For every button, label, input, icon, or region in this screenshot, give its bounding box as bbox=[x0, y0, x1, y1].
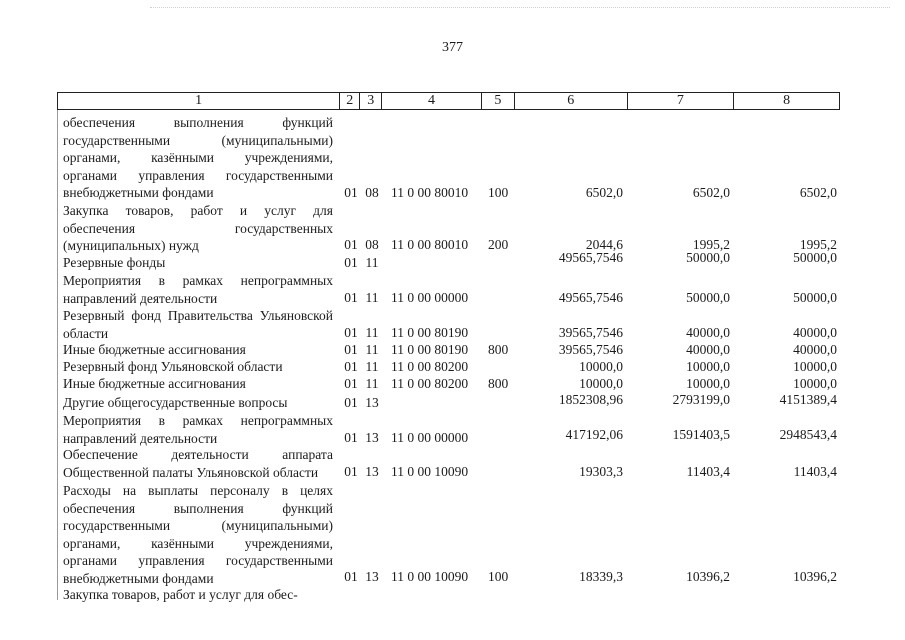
cell-amount-7: 6502,0 bbox=[692, 185, 730, 200]
cell-subsection: 13 bbox=[365, 395, 379, 410]
cell-amount-6: 2044,6 bbox=[585, 237, 623, 252]
cell-section: 01 bbox=[344, 430, 358, 445]
cell-target-code: 11 0 00 80190 bbox=[391, 325, 469, 340]
row-description: Резервный фонд Ульяновской области bbox=[63, 359, 283, 374]
cell-amount-6: 49565,7546 bbox=[558, 290, 623, 305]
cell-amount-8: 2948543,4 bbox=[779, 427, 837, 442]
cell-amount-8: 40000,0 bbox=[793, 325, 837, 340]
row-description: Закупка товаров, работ и услуг для обеспечения государственных (муниципальных) нужд bbox=[63, 203, 333, 253]
cell-amount-8: 10000,0 bbox=[793, 376, 837, 391]
cell-amount-6: 6502,0 bbox=[585, 185, 623, 200]
cell-section: 01 bbox=[344, 237, 358, 252]
scan-artifact-line bbox=[150, 7, 890, 9]
cell-target-code: 11 0 00 80200 bbox=[391, 359, 469, 374]
cell-section: 01 bbox=[344, 359, 358, 374]
cell-section: 01 bbox=[344, 255, 358, 270]
cell-amount-7: 40000,0 bbox=[686, 342, 730, 357]
header-col-8: 8 bbox=[783, 93, 791, 108]
cell-amount-8: 10000,0 bbox=[793, 359, 837, 374]
row-description: Другие общегосударственные вопросы bbox=[63, 395, 288, 410]
table-header-row bbox=[57, 92, 840, 110]
header-col-4: 4 bbox=[382, 93, 482, 109]
cell-amount-6: 49565,7546 bbox=[558, 250, 623, 265]
cell-expense-type: 200 bbox=[488, 237, 509, 252]
row-description: Расходы на выплаты персоналу в целях обеспечения выполнения функций государственными (муниципальными) органами, казёнными учреждениями, органами управления государственными внебюджетными фондами bbox=[63, 483, 333, 586]
cell-section: 01 bbox=[344, 569, 358, 584]
header-col-3: 3 bbox=[360, 93, 382, 109]
row-description: Закупка товаров, работ и услуг для обес- bbox=[63, 587, 298, 602]
row-description: Мероприятия в рамках непрограммных направлений деятельности bbox=[63, 273, 333, 306]
cell-amount-7: 11403,4 bbox=[686, 464, 730, 479]
cell-amount-7: 10000,0 bbox=[686, 376, 730, 391]
cell-target-code: 11 0 00 80190 bbox=[391, 342, 469, 357]
cell-section: 01 bbox=[344, 325, 358, 340]
header-col-5: 5 bbox=[482, 93, 515, 109]
cell-target-code: 11 0 00 80010 bbox=[391, 185, 469, 200]
cell-amount-6: 10000,0 bbox=[579, 376, 623, 391]
cell-subsection: 11 bbox=[365, 255, 379, 270]
cell-amount-8: 50000,0 bbox=[793, 290, 837, 305]
cell-section: 01 bbox=[344, 185, 358, 200]
cell-amount-7: 40000,0 bbox=[686, 325, 730, 340]
cell-section: 01 bbox=[344, 342, 358, 357]
cell-subsection: 13 bbox=[365, 569, 379, 584]
row-description: Резервный фонд Правительства Ульяновской области bbox=[63, 308, 333, 341]
cell-amount-8: 1995,2 bbox=[799, 237, 837, 252]
cell-amount-6: 1852308,96 bbox=[558, 392, 623, 407]
cell-amount-7: 10396,2 bbox=[686, 569, 730, 584]
row-description: Иные бюджетные ассигнования bbox=[63, 342, 246, 357]
cell-subsection: 13 bbox=[365, 430, 379, 445]
cell-expense-type: 100 bbox=[488, 569, 509, 584]
cell-target-code: 11 0 00 80200 bbox=[391, 376, 469, 391]
cell-subsection: 11 bbox=[365, 325, 379, 340]
cell-amount-8: 11403,4 bbox=[793, 464, 837, 479]
row-description: Резервные фонды bbox=[63, 255, 166, 270]
cell-amount-8: 40000,0 bbox=[793, 342, 837, 357]
cell-amount-7: 10000,0 bbox=[686, 359, 730, 374]
cell-section: 01 bbox=[344, 464, 358, 479]
cell-subsection: 08 bbox=[365, 237, 379, 252]
cell-expense-type: 800 bbox=[488, 342, 509, 357]
cell-section: 01 bbox=[344, 290, 358, 305]
cell-subsection: 11 bbox=[365, 342, 379, 357]
row-description: Обеспечение деятельности аппарата Общественной палаты Ульяновской области bbox=[63, 447, 333, 480]
cell-amount-6: 19303,3 bbox=[579, 464, 623, 479]
cell-amount-8: 50000,0 bbox=[793, 250, 837, 265]
cell-amount-7: 1995,2 bbox=[692, 237, 730, 252]
header-col-1: 1 bbox=[58, 93, 340, 109]
header-col-2: 2 bbox=[340, 93, 360, 109]
cell-target-code: 11 0 00 10090 bbox=[391, 464, 469, 479]
header-col-6: 6 bbox=[515, 93, 628, 109]
header-col-7: 7 bbox=[628, 93, 735, 109]
cell-expense-type: 100 bbox=[488, 185, 509, 200]
cell-section: 01 bbox=[344, 395, 358, 410]
cell-section: 01 bbox=[344, 376, 358, 391]
row-description: обеспечения выполнения функций государственными (муниципальными) органами, казёнными учреждениями, органами управления государственными внебюджетными фондами bbox=[63, 115, 333, 200]
cell-target-code: 11 0 00 00000 bbox=[391, 430, 469, 445]
cell-subsection: 13 bbox=[365, 464, 379, 479]
cell-amount-7: 1591403,5 bbox=[672, 427, 730, 442]
cell-target-code: 11 0 00 80010 bbox=[391, 237, 469, 252]
cell-target-code: 11 0 00 10090 bbox=[391, 569, 469, 584]
cell-amount-7: 2793199,0 bbox=[672, 392, 730, 407]
cell-amount-7: 50000,0 bbox=[686, 250, 730, 265]
cell-expense-type: 800 bbox=[488, 376, 509, 391]
cell-amount-6: 10000,0 bbox=[579, 359, 623, 374]
cell-subsection: 08 bbox=[365, 185, 379, 200]
cell-amount-8: 6502,0 bbox=[799, 185, 837, 200]
cell-amount-6: 39565,7546 bbox=[558, 342, 623, 357]
row-description: Мероприятия в рамках непрограммных направлений деятельности bbox=[63, 413, 333, 446]
cell-amount-8: 4151389,4 bbox=[779, 392, 837, 407]
row-description: Иные бюджетные ассигнования bbox=[63, 376, 246, 391]
cell-subsection: 11 bbox=[365, 290, 379, 305]
cell-amount-8: 10396,2 bbox=[793, 569, 837, 584]
page-number: 377 bbox=[442, 40, 463, 55]
cell-amount-7: 50000,0 bbox=[686, 290, 730, 305]
cell-subsection: 11 bbox=[365, 376, 379, 391]
cell-target-code: 11 0 00 00000 bbox=[391, 290, 469, 305]
cell-amount-6: 18339,3 bbox=[579, 569, 623, 584]
table-left-border bbox=[57, 110, 58, 600]
cell-amount-6: 417192,06 bbox=[565, 427, 623, 442]
cell-amount-6: 39565,7546 bbox=[558, 325, 623, 340]
cell-subsection: 11 bbox=[365, 359, 379, 374]
